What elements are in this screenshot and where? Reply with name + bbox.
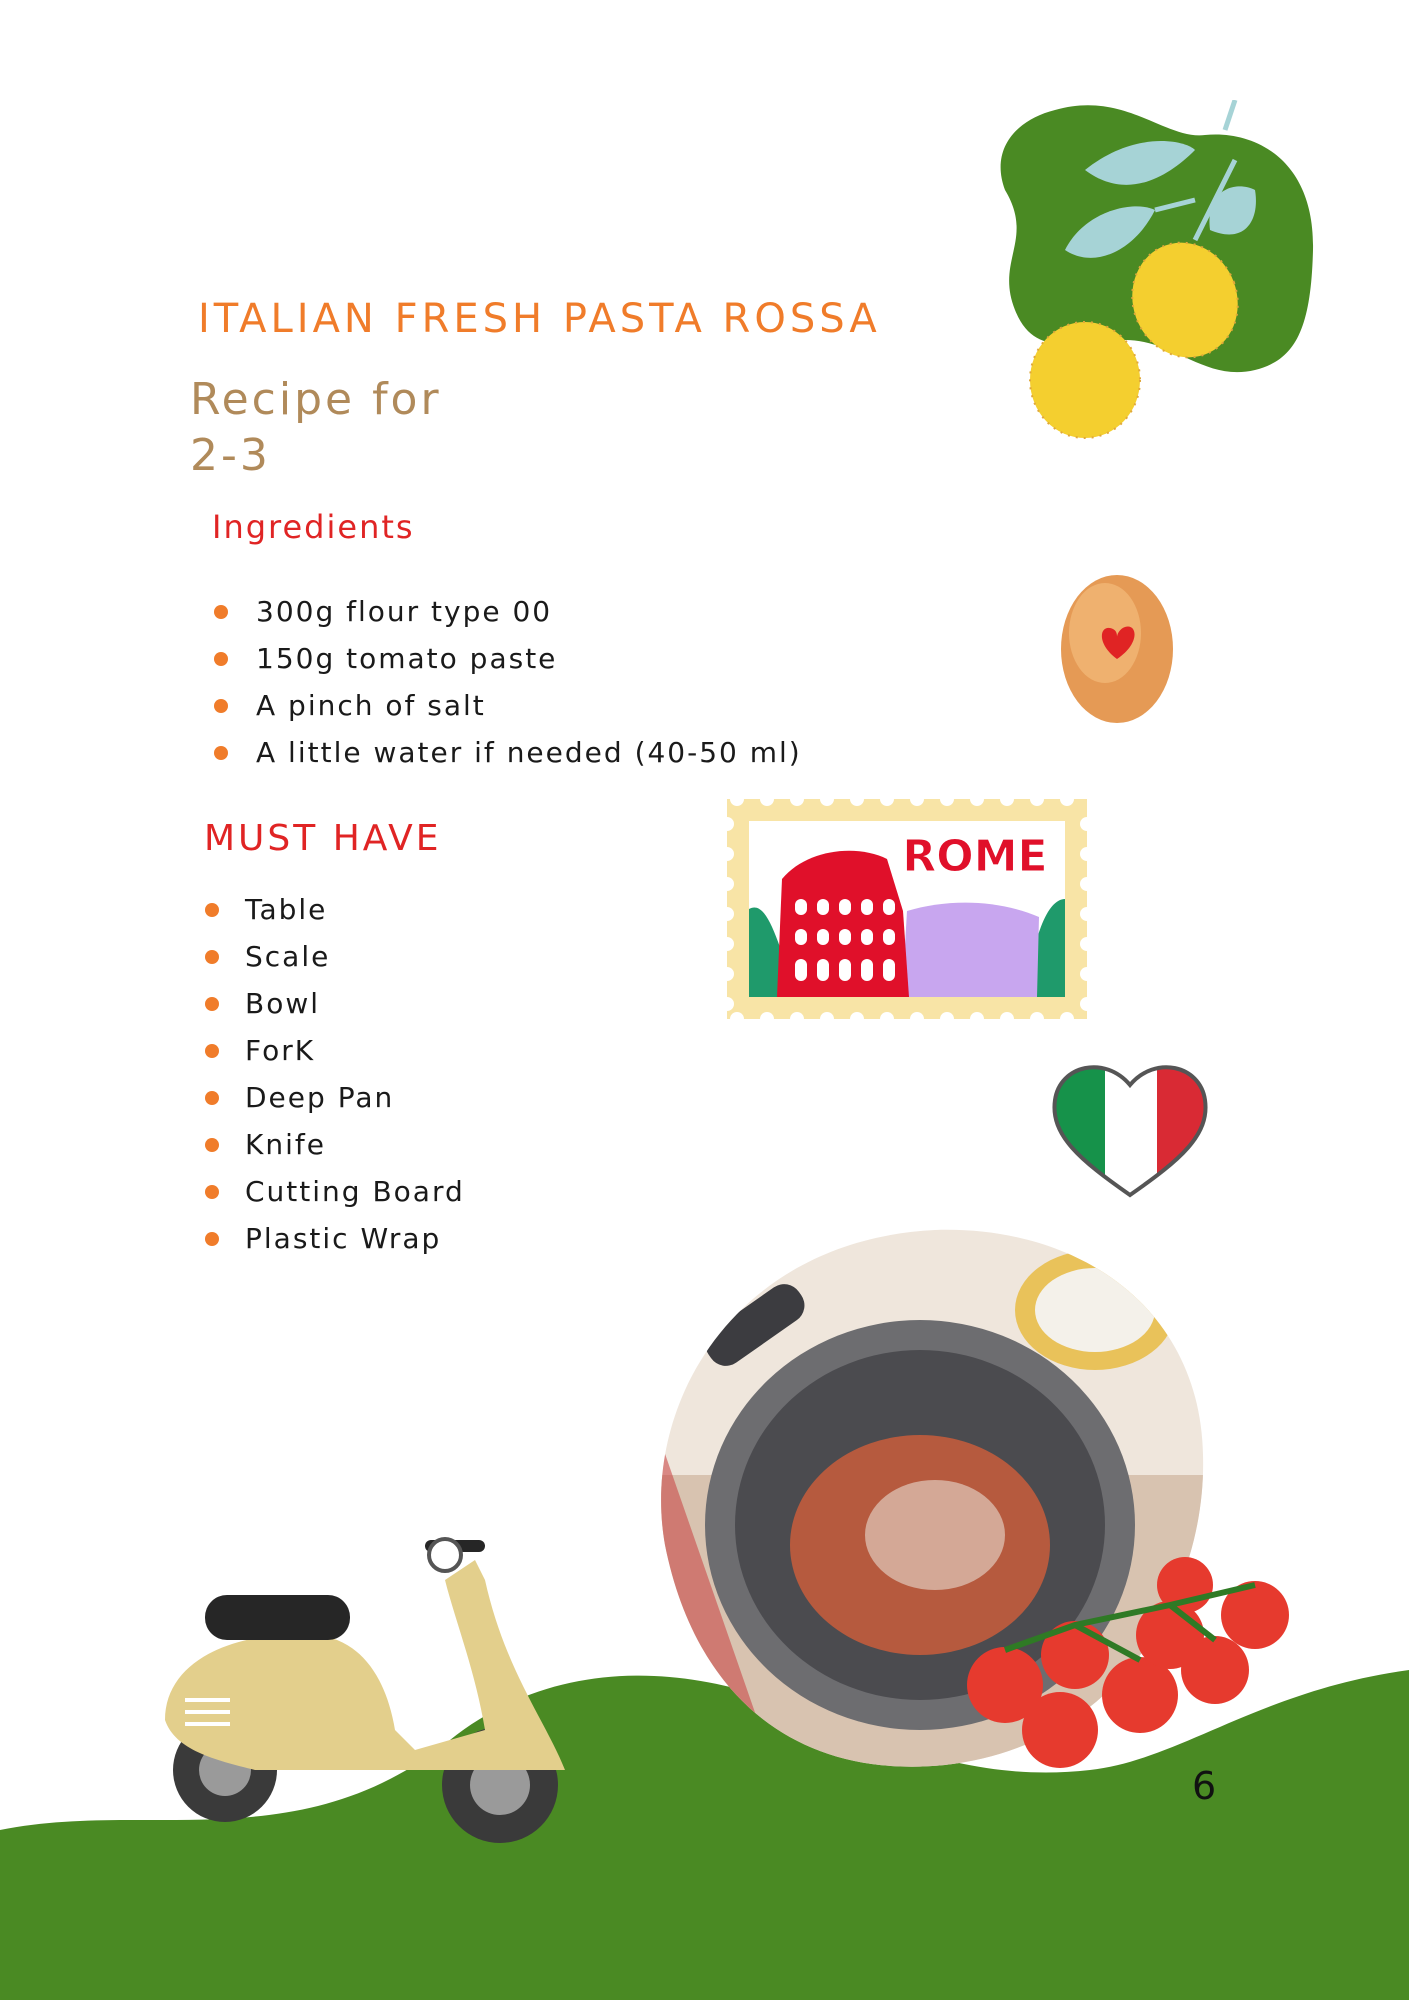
tool-item: Table: [205, 886, 465, 933]
servings-label: [190, 372, 442, 484]
recipe-title: ITALIAN FRESH PASTA ROSSA: [198, 296, 881, 342]
servings-line-2: 2-3: [190, 430, 271, 481]
bullet-icon: [205, 1091, 219, 1105]
rome-stamp-illustration: [727, 799, 1087, 1019]
bullet-icon: [205, 903, 219, 917]
tool-item: Bowl: [205, 980, 465, 1027]
ingredients-heading: Ingredients: [212, 508, 415, 546]
tool-item: Deep Pan: [205, 1074, 465, 1121]
page-number: 6: [1192, 1764, 1217, 1808]
bullet-icon: [205, 1232, 219, 1246]
ingredient-item: A little water if needed (40-50 ml): [214, 729, 802, 776]
ingredient-item: 300g flour type 00: [214, 588, 802, 635]
ingredient-item: 150g tomato paste: [214, 635, 802, 682]
tool-item: ForK: [205, 1027, 465, 1074]
tool-item: Knife: [205, 1121, 465, 1168]
ingredients-list: [214, 588, 802, 776]
cherry-tomatoes-illustration: [965, 1555, 1295, 1780]
vespa-scooter-illustration: [155, 1520, 585, 1860]
must-have-heading: MUST HAVE: [204, 818, 442, 859]
bullet-icon: [214, 652, 228, 666]
tool-item: Scale: [205, 933, 465, 980]
bullet-icon: [214, 605, 228, 619]
italy-flag-heart-icon: [1050, 1055, 1210, 1200]
bullet-icon: [205, 1044, 219, 1058]
stamp-text: ROME: [902, 831, 1048, 882]
bullet-icon: [214, 699, 228, 713]
egg-heart-illustration: [1055, 563, 1180, 728]
bullet-icon: [214, 746, 228, 760]
servings-line-1: Recipe for: [190, 374, 442, 425]
bullet-icon: [205, 1185, 219, 1199]
bullet-icon: [205, 1138, 219, 1152]
bullet-icon: [205, 950, 219, 964]
lemon-branch-illustration: [995, 100, 1325, 450]
tool-item: Plastic Wrap: [205, 1215, 465, 1262]
tool-item: Cutting Board: [205, 1168, 465, 1215]
bullet-icon: [205, 997, 219, 1011]
ingredient-item: A pinch of salt: [214, 682, 802, 729]
must-have-list: [205, 886, 465, 1262]
